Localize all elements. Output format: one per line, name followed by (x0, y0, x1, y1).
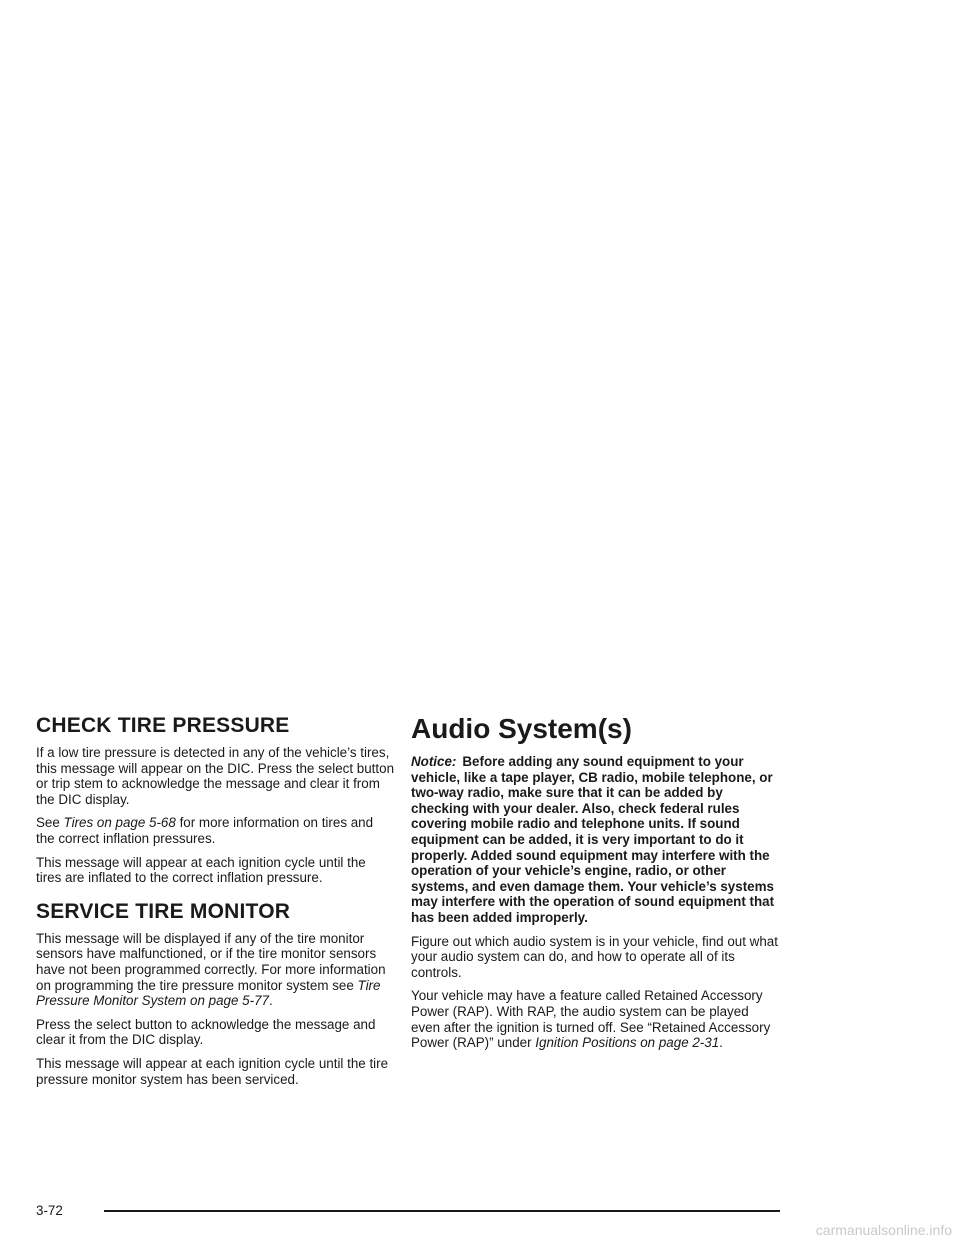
tire-pressure-monitor-link[interactable]: Tire Pressure Monitor System on page 5-77 (36, 977, 381, 1009)
heading-audio-systems: Audio System(s) (411, 713, 632, 744)
ignition-positions-link[interactable]: Ignition Positions on page 2-31 (535, 1035, 720, 1051)
see-suffix: for more information on tires and the correct inflation pressures. (36, 815, 374, 846)
check-tire-pressure-paragraph-3: This message will appear at each ignition cycle until the tires are inflated to the correct inflation pressure. (36, 854, 366, 886)
tires-page-link[interactable]: Tires on page 5-68 (63, 815, 176, 831)
notice-block (411, 754, 779, 926)
programming-suffix: . (268, 993, 273, 1009)
footer-rule (104, 1210, 780, 1212)
notice-label: Notice: (411, 754, 457, 769)
programming-text: This message will be displayed if any of the tire monitor sensors have malfunctioned, or if the tire monitor sensors have not been programmed correctly. For more information on programming the tire pressure monitor system see (36, 930, 386, 993)
watermark: carmanualsonline.info (815, 1222, 952, 1238)
check-tire-pressure-paragraph-1: If a low tire pressure is detected in any of the vehicle’s tires, this message will appear on the DIC. Press the select button or trip stem to acknowledge the message and clear it from the DIC display. (36, 745, 395, 807)
left-column (36, 714, 394, 1095)
heading-service-tire-monitor: SERVICE TIRE MONITOR (36, 899, 291, 923)
see-prefix: See (36, 815, 64, 831)
page-number: 3-72 (36, 1203, 63, 1218)
right-column (411, 714, 779, 1059)
rap-text: Your vehicle may have a feature called Retained Accessory Power (RAP). With RAP, the audio system can be played even after the ignition is turned off. See “Retained Accessory Power (RAP)” under (411, 988, 771, 1051)
check-tire-pressure-paragraph-2 (36, 815, 394, 846)
audio-paragraph-1: Figure out which audio system is in your vehicle, find out what your audio system can do, and how to operate all of its controls. (411, 933, 778, 980)
service-tire-monitor-paragraph-1 (36, 931, 394, 1009)
service-tire-monitor-paragraph-2: Press the select button to acknowledge the message and clear it from the DIC display. (36, 1016, 376, 1048)
notice-text: Before adding any sound equipment to your vehicle, like a tape player, CB radio, mobile telephone, or two-way radio, make sure that it can be added by checking with your dealer. Also, check federal rules covering mobile radio and telephone units. If sound equipment can be added, it is very important to do it properly. Added sound equipment may interfere with the operation of your vehicle’s engine, radio, or other systems, and even damage them. Your vehicle’s systems may interfere with the operation of sound equipment that has been added improperly. (411, 754, 775, 925)
service-tire-monitor-paragraph-3: This message will appear at each ignition cycle until the tire pressure monitor system has been serviced. (36, 1055, 389, 1087)
rap-suffix: . (719, 1035, 723, 1051)
audio-paragraph-2 (411, 988, 779, 1050)
heading-check-tire-pressure: CHECK TIRE PRESSURE (36, 714, 290, 737)
